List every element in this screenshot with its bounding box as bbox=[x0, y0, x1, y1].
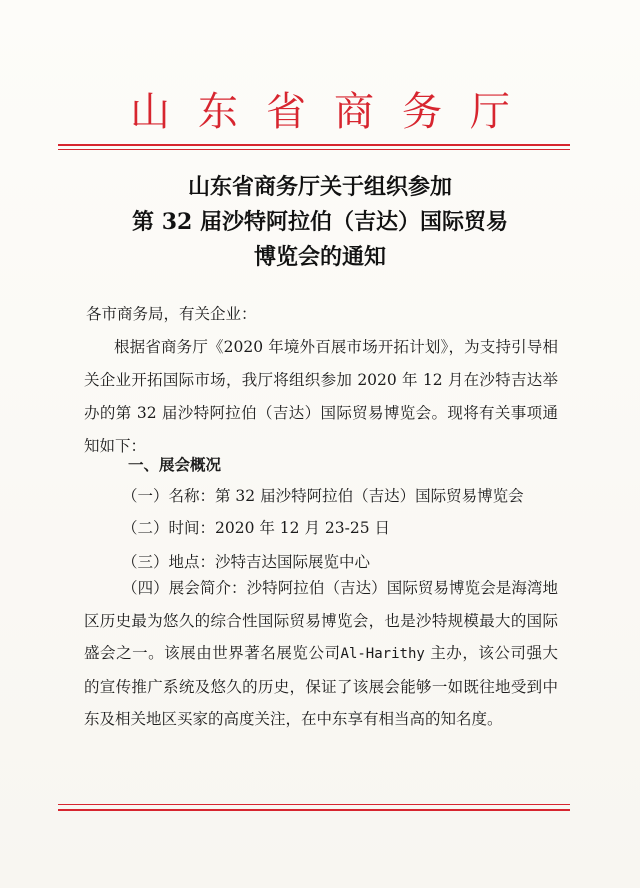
organizer-name: Al-Harithy bbox=[340, 646, 425, 662]
footer-rule-thick bbox=[58, 809, 570, 811]
item-exhibition-name: （一）名称：第 32 届沙特阿拉伯（吉达）国际贸易博览会 bbox=[122, 487, 524, 505]
intro-text-part-1: （四）展会简介：沙特阿拉伯（吉达）国际贸易博览会是海湾地区历史最为悠久的综合性国际贸易博览会，也是沙特规模最大的国际盛会之一。该展由世界著名展览公司 bbox=[84, 579, 558, 662]
salutation: 各市商务局，有关企业： bbox=[86, 305, 257, 323]
paragraph-intro: 根据省商务厅《2020 年境外百展市场开拓计划》，为支持引导相关企业开拓国际市场，我厅将组织参加 2020 年 12 月在沙特吉达举办的第 32 届沙特阿拉伯（吉达）国际贸易博览会。现将有关事项通知如下： bbox=[84, 338, 558, 455]
item-exhibition-place: （三）地点：沙特吉达国际展览中心 bbox=[122, 553, 371, 571]
document-title-line-2: 第 32 届沙特阿拉伯（吉达）国际贸易 bbox=[132, 209, 508, 235]
intro-text-part-2: 主办，该公司强大的宣传推广系统及悠久的历史，保证了该展会能够一如既往地受到中东及相关地区买家的高度关注，在中东享有相当高的知名度。 bbox=[84, 644, 558, 728]
section-heading-overview: 一、展会概况 bbox=[128, 455, 222, 474]
masthead-title: 山东省商务厅 bbox=[130, 89, 538, 135]
document-title-line-3: 博览会的通知 bbox=[253, 244, 386, 270]
document-title-line-1: 山东省商务厅关于组织参加 bbox=[187, 174, 452, 200]
masthead-rule-thick bbox=[58, 144, 570, 146]
masthead-rule-thin bbox=[58, 149, 570, 150]
paragraph-exhibition-intro bbox=[84, 572, 558, 736]
item-exhibition-time: （二）时间：2020 年 12 月 23-25 日 bbox=[122, 519, 390, 537]
footer-rule-thin bbox=[58, 804, 570, 805]
